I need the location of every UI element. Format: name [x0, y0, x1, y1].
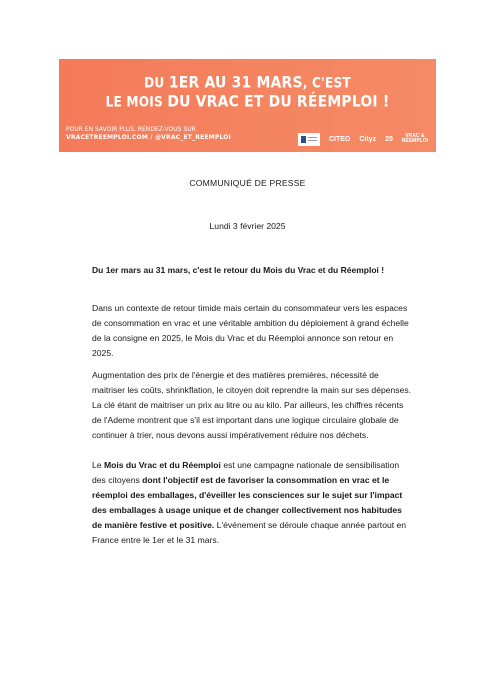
paragraph-3-part-1: Le	[92, 460, 104, 470]
campaign-banner	[59, 59, 436, 152]
banner-text-dates: 1ER AU 31 MARS	[168, 73, 303, 92]
document-date: Lundi 3 février 2025	[209, 221, 286, 231]
partner-logos	[298, 131, 428, 147]
banner-headline-line-2	[59, 93, 436, 112]
paragraph-3-part-5: L'événement se déroule chaque année partout en France entre le 1er et le 31 mars.	[92, 520, 407, 545]
banner-text-le-mois: LE MOIS	[105, 94, 168, 111]
citeo-logo: CITEO	[328, 135, 351, 143]
paragraph-1: Dans un contexte de retour timide mais certain du consommateur vers les espaces de consommation en vrac et une véritable ambition du déploiement à grand échelle de la consigne en 2025, le Mois du Vrac et du Réemploi annonce son retour en 2025.	[92, 303, 409, 358]
campaign-objective: dont l'objectif est de favoriser la consommation en vrac et le réemploi des emballages, d'éveiller les consciences sur le sujet sur l'impact des emballages à usage unique et de changer collectivement nos habitudes de manière festive et positive.	[92, 475, 403, 530]
banner-headline	[59, 74, 436, 112]
ministry-logo-icon	[298, 133, 320, 146]
paragraph-3-part-3: est une campagne nationale de sensibilisation des citoyens	[92, 460, 400, 485]
banner-text-du: DU	[144, 75, 169, 92]
banner-text-cest: , C'EST	[302, 75, 351, 92]
vrac-logo-text-1: VRAC &	[405, 132, 425, 139]
campaign-name: Mois du Vrac et du Réemploi	[103, 460, 221, 470]
banner-link-line[interactable]: VRACETREEMPLOI.COM / @VRAC_ET_REEMPLOI	[66, 134, 231, 141]
banner-info-line: POUR EN SAVOIR PLUS, RENDEZ-VOUS SUR	[66, 126, 196, 133]
vrac-logo-text-2: RÉEMPLOI	[401, 138, 428, 144]
document-label: COMMUNIQUÉ DE PRESSE	[189, 178, 306, 188]
cityz-logo: Cityz	[359, 135, 377, 143]
banner-headline-line-1	[59, 74, 436, 93]
document-headline: Du 1er mars au 31 mars, c'est le retour du Mois du Vrac et du Réemploi !	[92, 265, 385, 275]
paragraph-2: Augmentation des prix de l'énergie et des matières premières, nécessité de maitriser les coûts, shrinkflation, le citoyen doit reprendre la main sur ses dépenses. La clé étant de maitriser un prix au litre ou au kilo. Par ailleurs, les chiffres récents de l'Ademe montrent que s'il est important dans une logique circulaire globale de continuer à trier, nous devons aussi impérativement réduire nos déchets.	[92, 370, 412, 440]
vrac-reemploi-logo	[402, 134, 428, 145]
twenty-years-logo: 20	[385, 135, 393, 143]
banner-text-vrac-reemploi: DU VRAC ET DU RÉEMPLOI !	[167, 91, 390, 111]
banner-footer	[66, 126, 231, 142]
paragraph-3	[92, 458, 414, 548]
